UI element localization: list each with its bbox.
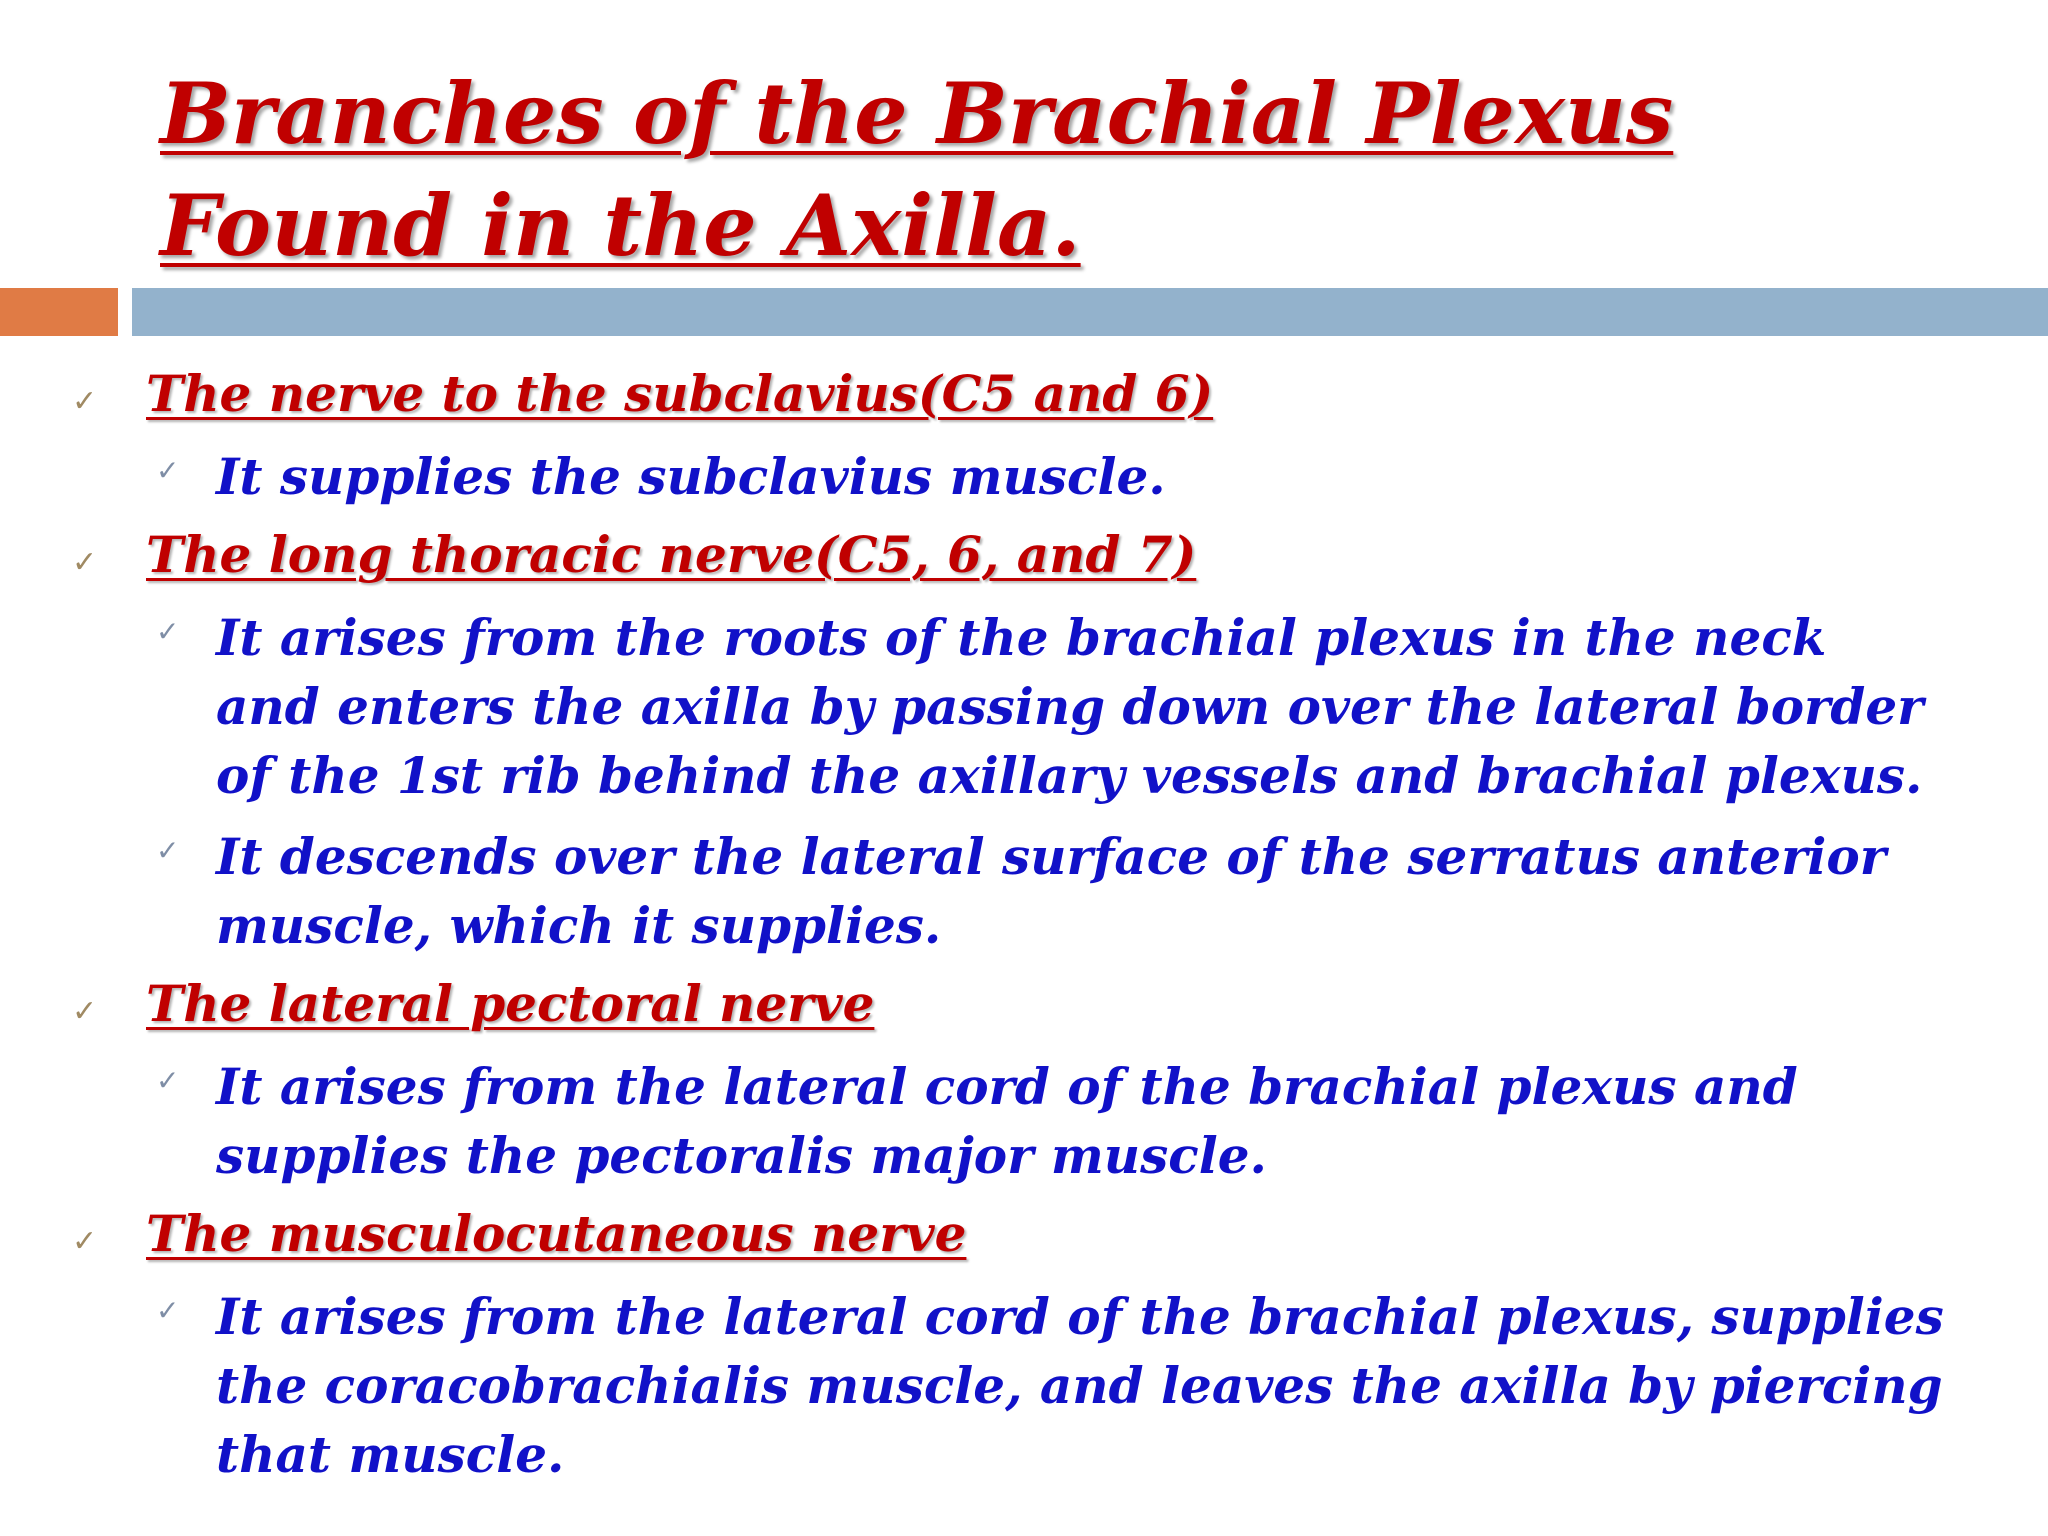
checkmark-icon: ✓ [72, 994, 98, 1029]
checkmark-icon: ✓ [156, 615, 180, 648]
section-long-thoracic [0, 523, 2048, 960]
checkmark-icon: ✓ [72, 1224, 98, 1259]
bullet-list [0, 356, 2048, 1501]
section-musculocutaneous [0, 1202, 2048, 1489]
accent-bar [0, 288, 118, 336]
checkmark-icon: ✓ [72, 384, 98, 419]
section-heading: The musculocutaneous nerve [146, 1204, 967, 1263]
checkmark-icon: ✓ [156, 834, 180, 867]
bullet-text: It arises from the lateral cord of the brachial plexus, supplies the coracobrachialis muscle, and leaves the axilla by piercing that muscle. [216, 1287, 1944, 1484]
slide-title: Branches of the Brachial Plexus Found in the Axilla. [160, 64, 1674, 275]
bullet-text: It descends over the lateral surface of the serratus anterior muscle, which it supplies. [216, 827, 1887, 955]
section-lateral-pectoral [0, 972, 2048, 1190]
level1-bullet [0, 1202, 2048, 1272]
checkmark-icon: ✓ [156, 454, 180, 487]
section-subclavius [0, 362, 2048, 511]
section-heading: The nerve to the subclavius(C5 and 6) [146, 364, 1214, 423]
checkmark-icon: ✓ [72, 545, 98, 580]
section-heading: The long thoracic nerve(C5, 6, and 7) [146, 525, 1197, 584]
bullet-text: It supplies the subclavius muscle. [216, 447, 1166, 506]
level1-bullet [0, 523, 2048, 593]
bullet-text: It arises from the roots of the brachial plexus in the neck and enters the axilla by passing down over the lateral border of the 1st rib behind the axillary vessels and brachial plexus. [216, 608, 1924, 805]
checkmark-icon: ✓ [156, 1064, 180, 1097]
level1-bullet [0, 362, 2048, 432]
level2-bullet [0, 822, 2048, 960]
level1-bullet [0, 972, 2048, 1042]
bullet-text: It arises from the lateral cord of the brachial plexus and supplies the pectoralis major muscle. [216, 1057, 1798, 1185]
section-heading: The lateral pectoral nerve [146, 974, 875, 1033]
checkmark-icon: ✓ [156, 1294, 180, 1327]
level2-bullet [0, 1282, 2048, 1489]
level2-bullet [0, 1052, 2048, 1190]
level2-bullet [0, 603, 2048, 810]
title-divider-bar [132, 288, 2048, 336]
level2-bullet [0, 442, 2048, 511]
